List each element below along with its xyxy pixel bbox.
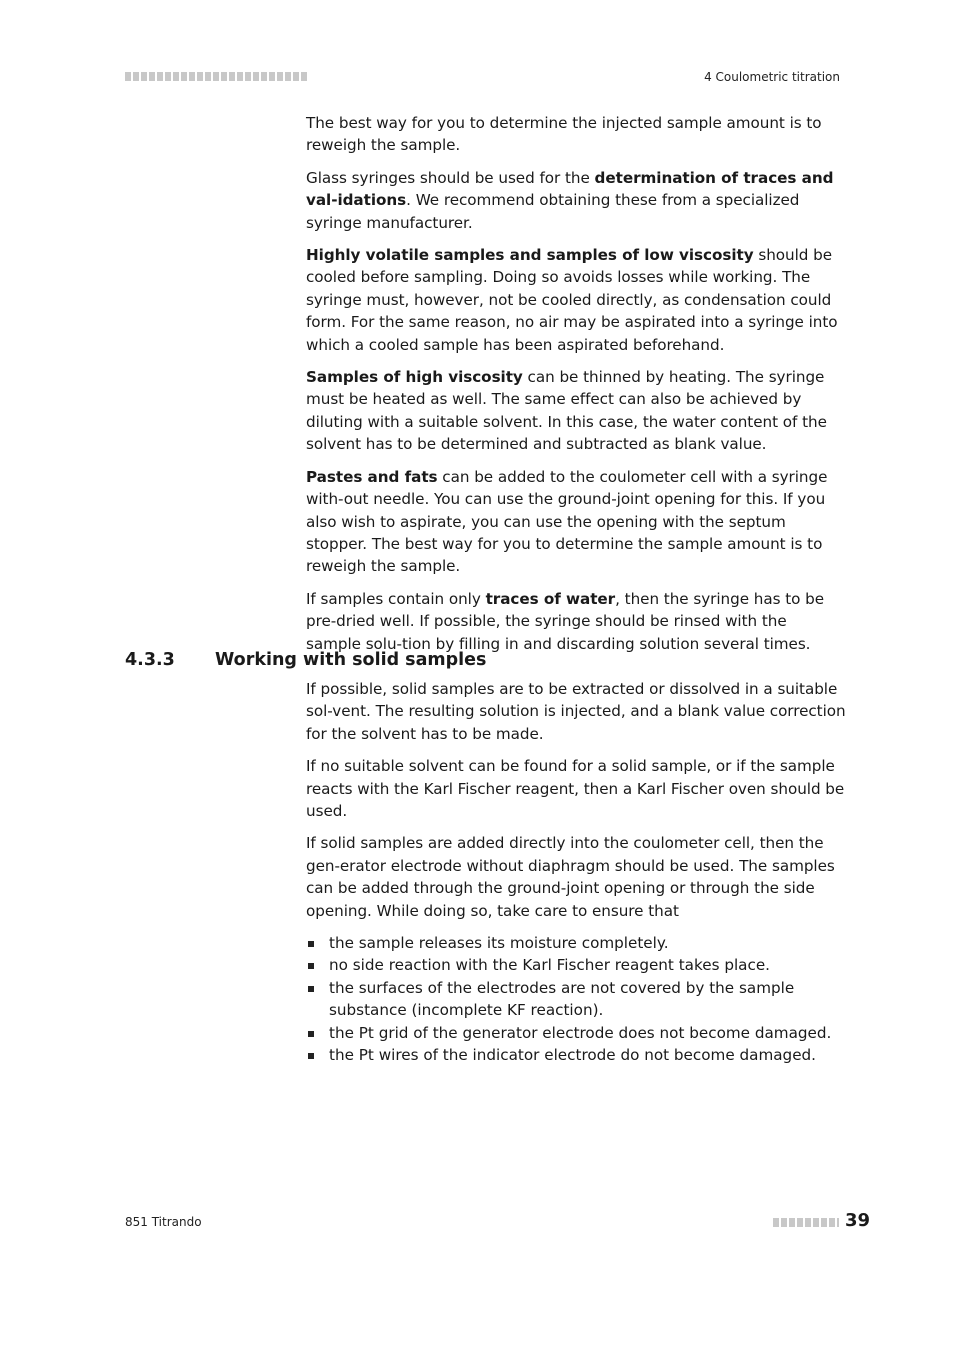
paragraph-high-viscosity: Samples of high viscosity can be thinned by heating. The syringe must be heated as well. The same effect can also be achieved by diluting with a suitable solvent. In this case, the water content of the solvent has to be determined and subtracted as blank value. [306, 368, 827, 454]
bullet-icon [308, 941, 314, 947]
footer-decoration [773, 1218, 839, 1227]
paragraph-direct-addition: If solid samples are added directly into the coulometer cell, then the gen-erator electrode without diaphragm should be used. The samples can be added through the ground-joint opening or through the side opening. While doing so, take care to ensure that [306, 834, 835, 920]
section-title: Working with solid samples [215, 650, 487, 670]
section-number: 4.3.3 [125, 650, 175, 670]
paragraph-pastes-fats: Pastes and fats can be added to the coulometer cell with a syringe with-out needle. You can use the ground-joint opening for this. If you also wish to aspirate, you can use the opening with the septum stopper. The best way for you to determine the sample amount is to reweigh the sample. [306, 467, 828, 576]
bullet-icon [308, 1031, 314, 1037]
bullet-icon [308, 986, 314, 992]
running-header-chapter: 4 Coulometric titration [704, 70, 840, 84]
body-text-section [306, 678, 846, 1067]
body-text-upper [306, 112, 846, 665]
paragraph-kf-oven: If no suitable solvent can be found for a solid sample, or if the sample reacts with the Karl Fischer reagent, then a Karl Fischer oven should be used. [306, 757, 845, 821]
footer-product-name: 851 Titrando [125, 1215, 202, 1229]
page-number: 39 [845, 1210, 871, 1231]
list-item: the Pt grid of the generator electrode does not become damaged. [306, 1022, 846, 1044]
list-item: the surfaces of the electrodes are not covered by the sample substance (incomplete KF reaction). [306, 977, 846, 1022]
paragraph-traces-water: If samples contain only traces of water, then the syringe has to be pre-dried well. If possible, the syringe should be rinsed with the sample solu-tion by filling in and discarding solution several times. [306, 589, 825, 653]
paragraph-reweigh: The best way for you to determine the injected sample amount is to reweigh the sample. [306, 114, 822, 155]
precaution-list [306, 932, 846, 1066]
list-item: no side reaction with the Karl Fischer reagent takes place. [306, 954, 846, 976]
section-heading [125, 650, 845, 670]
paragraph-volatile-samples: Highly volatile samples and samples of low viscosity should be cooled before sampling. Doing so avoids losses while working. The syringe must, however, not be cooled directly, as condensation could form. For the same reason, no air may be aspirated into a syringe into which a cooled sample has been aspirated beforehand. [306, 246, 838, 354]
bullet-icon [308, 1053, 314, 1059]
header-decoration [125, 72, 307, 81]
paragraph-solid-extracted: If possible, solid samples are to be extracted or dissolved in a suitable sol-vent. The resulting solution is injected, and a blank value correction for the solvent has to be made. [306, 680, 846, 743]
bullet-icon [308, 963, 314, 969]
list-item: the Pt wires of the indicator electrode do not become damaged. [306, 1044, 846, 1066]
paragraph-glass-syringes: Glass syringes should be used for the determination of traces and val-idations. We recommend obtaining these from a specialized syringe manufacturer. [306, 168, 834, 232]
list-item: the sample releases its moisture completely. [306, 932, 846, 954]
